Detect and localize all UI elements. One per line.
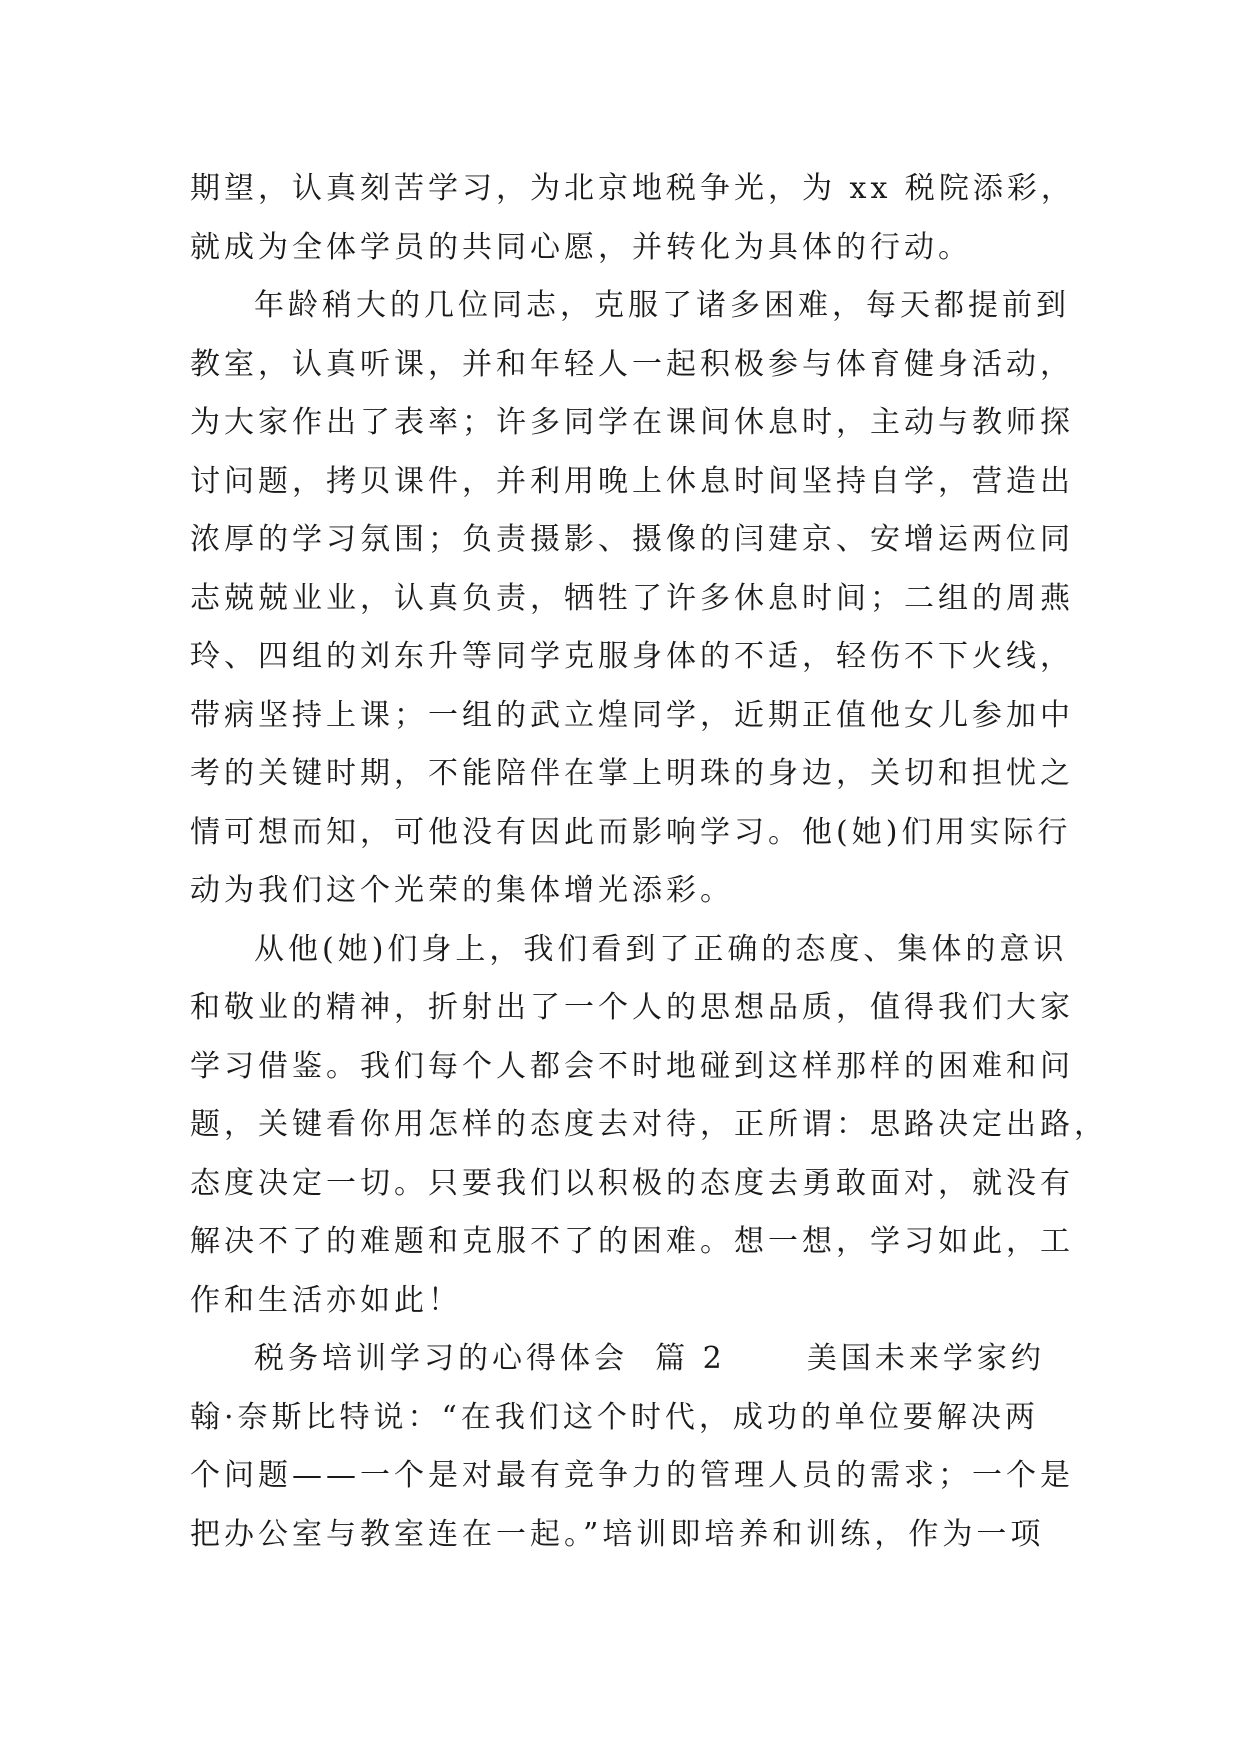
text-line: 态度决定一切。只要我们以积极的态度去勇敢面对，就没有 xyxy=(190,1165,1074,1201)
text-line: 情可想而知，可他没有因此而影响学习。他(她)们用实际行 xyxy=(190,814,1072,850)
text-line: 为大家作出了表率；许多同学在课间休息时，主动与教师探 xyxy=(190,405,1074,440)
text-line: 解决不了的难题和克服不了的困难。想一想，学习如此，工 xyxy=(190,1224,1074,1259)
section-heading-line: 税务培训学习的心得体会 篇 2 美国未来学家约 xyxy=(254,1341,1045,1376)
text-line: 讨问题，拷贝课件，并利用晚上休息时间坚持自学，营造出 xyxy=(190,463,1074,499)
paragraph-start-line: 从他(她)们身上，我们看到了正确的态度、集体的意识 xyxy=(254,931,1068,967)
text-line: 把办公室与教室连在一起。”培训即培养和训练，作为一项 xyxy=(190,1516,1045,1552)
text-line: 动为我们这个光荣的集体增光添彩。 xyxy=(190,873,734,908)
text-line: 期望，认真刻苦学习，为北京地税争光，为 xx 税院添彩， xyxy=(190,171,1075,206)
text-line: 带病坚持上课；一组的武立煌同学，近期正值他女儿参加中 xyxy=(190,697,1074,733)
text-line: 就成为全体学员的共同心愿，并转化为具体的行动。 xyxy=(190,229,972,265)
text-line: 题，关键看你用怎样的态度去对待，正所谓：思路决定出路， xyxy=(190,1107,1108,1142)
text-line: 翰·奈斯比特说：“在我们这个时代，成功的单位要解决两 xyxy=(190,1399,1039,1435)
text-line: 个问题——一个是对最有竞争力的管理人员的需求；一个是 xyxy=(190,1458,1074,1493)
text-line: 考的关键时期，不能陪伴在掌上明珠的身边，关切和担忧之 xyxy=(190,756,1074,791)
document-body xyxy=(190,160,1108,1564)
text-line: 教室，认真听课，并和年轻人一起积极参与体育健身活动， xyxy=(190,346,1074,382)
text-line: 浓厚的学习氛围；负责摄影、摄像的闫建京、安增运两位同 xyxy=(190,522,1074,557)
paragraph-start-line: 年龄稍大的几位同志，克服了诸多困难，每天都提前到 xyxy=(254,288,1070,323)
text-line: 和敬业的精神，折射出了一个人的思想品质，值得我们大家 xyxy=(190,990,1074,1025)
text-line: 学习借鉴。我们每个人都会不时地碰到这样那样的困难和问 xyxy=(190,1048,1074,1084)
text-line: 志兢兢业业，认真负责，牺牲了许多休息时间；二组的周燕 xyxy=(190,580,1074,616)
text-line: 作和生活亦如此！ xyxy=(190,1282,462,1318)
text-line: 玲、四组的刘东升等同学克服身体的不适，轻伤不下火线， xyxy=(190,639,1074,674)
